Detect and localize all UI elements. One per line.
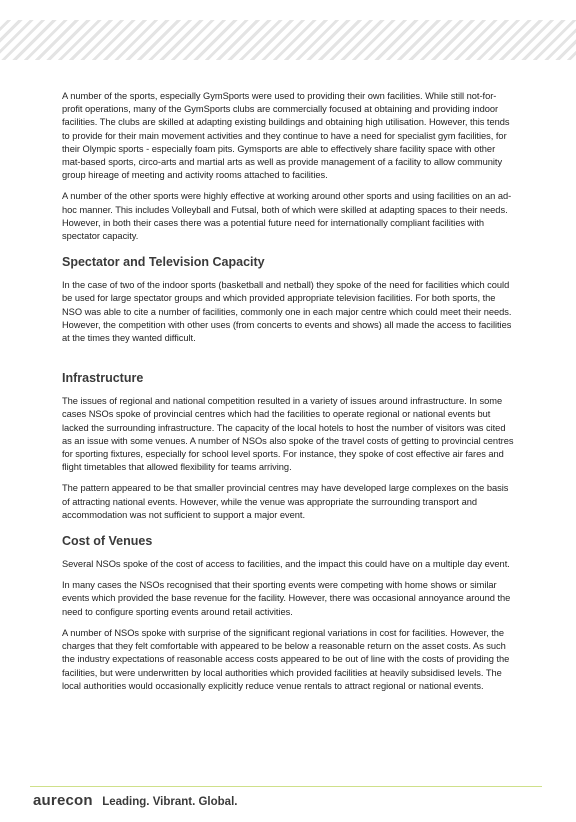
- footer-rule: [30, 786, 542, 787]
- footer-tagline: Leading. Vibrant. Global.: [102, 796, 238, 808]
- cost-paragraph-1: Several NSOs spoke of the cost of access to facilities, and the impact this could have on a multiple day event.: [62, 559, 510, 570]
- intro-paragraph-1: A number of the sports, especially GymSports were used to providing their own facilities. While still not-for-profit operations, many of the GymSports clubs are commercially focused at obtaining and providing indoor facilities. The clubs are skilled at adapting existing buildings and obtaining high utilisation. However, this tends to provide for their main movement activities and they continue to have a need for specialist gym facilities, for their Olympic sports - especially foam pits. Gymsports are able to effectively share facility space with other mat-based sports, circo-arts and martial arts as well as provide management of a facility to allow community group hireage of meeting and activity rooms attached to facilities.: [62, 91, 510, 181]
- footer-brand: [33, 792, 237, 810]
- header-hatch-band: [0, 20, 576, 60]
- cost-paragraph-2: In many cases the NSOs recognised that their sporting events were competing with home shows or similar events which provided the base revenue for the facility. However, there was occasional annoyance around the need to configure sporting events around retail activities.: [62, 580, 511, 617]
- infrastructure-paragraph-1: The issues of regional and national competition resulted in a variety of issues around infrastructure. In some cases NSOs spoke of provincial centres which had the facilities to operate regional or national events but lacked the surrounding infrastructure. The capacity of the local hotels to host the number of visitors was cited as an issue with some venues. A number of NSOs also spoke of the travel costs of getting to provincial centres for sporting fixtures, especially for school level sports. For instance, they spoke of cost effective air fares and flight timetables that allowed flexibility for teams arriving.: [62, 396, 514, 473]
- infrastructure-paragraph-2: The pattern appeared to be that smaller provincial centres may have developed large complexes on the basis of attracting national events. However, while the venue was appropriate the surrounding transport and accommodation was not sufficient to support a major event.: [62, 483, 509, 520]
- section-heading-cost: Cost of Venues: [62, 534, 153, 549]
- cost-paragraph-3: A number of NSOs spoke with surprise of the significant regional variations in cost for facilities. However, the charges that they felt comfortable with appeared to be below a reasonable return on the asset costs. As such the industry expectations of reasonable access costs appeared to be out of line with the costs of providing the facilities, but were underwritten by local authorities which provided facilities at heavily subsidised levels. The local authorities would occasionally explicitly reduce venue rentals to attract regional or national events.: [62, 627, 510, 691]
- spectator-paragraph-1: In the case of two of the indoor sports (basketball and netball) they spoke of the need for facilities which could be used for large spectator groups and which provided appropriate television facilities. For both sports, the NSO was able to cite a number of facilities, commonly one in each major centre which could meet their needs. However, the competition with other uses (from concerts to events and shows) all made the access to facilities at the times they wanted difficult.: [62, 280, 512, 344]
- section-heading-infrastructure: Infrastructure: [62, 371, 144, 386]
- page-content: [62, 90, 514, 701]
- aurecon-logo: aurecon: [33, 792, 93, 809]
- intro-paragraph-2: A number of the other sports were highly effective at working around other sports and using facilities on an ad-hoc manner. This includes Volleyball and Futsal, both of which were skilled at adapting spaces to their needs. However, in both their cases there was a potential future need for internationally compliant facilities with spectator capacity.: [62, 191, 512, 242]
- section-heading-spectator: Spectator and Television Capacity: [62, 255, 265, 270]
